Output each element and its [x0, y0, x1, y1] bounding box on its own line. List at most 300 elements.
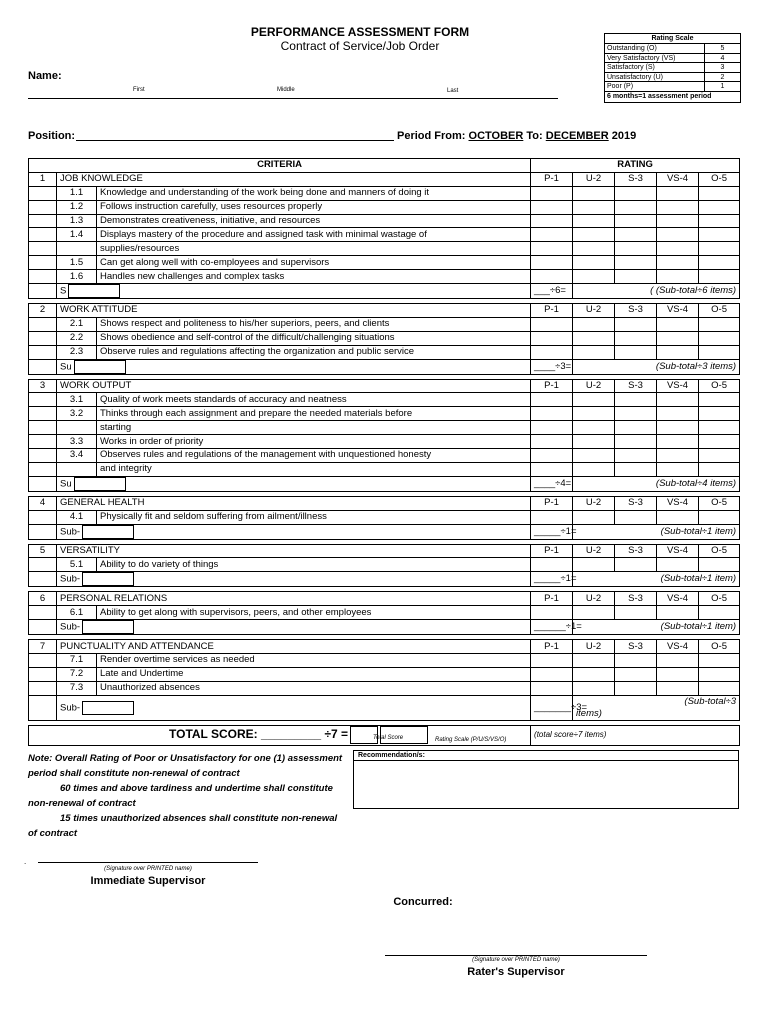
total-label: TOTAL SCORE: — [169, 727, 258, 742]
section-number: 5 — [29, 544, 57, 558]
criterion-number — [57, 421, 97, 435]
rating-cell[interactable] — [573, 242, 615, 256]
rating-cell[interactable] — [531, 317, 573, 331]
criterion-row — [29, 449, 740, 463]
row-blank — [29, 681, 57, 695]
section-number: 4 — [29, 496, 57, 510]
rating-cell[interactable] — [615, 186, 657, 200]
row-blank — [29, 345, 57, 359]
rating-cell[interactable] — [531, 214, 573, 228]
rating-cell[interactable] — [573, 393, 615, 407]
rating-cell[interactable] — [615, 421, 657, 435]
rating-scale-label: Unsatisfactory (U) — [605, 73, 705, 82]
rating-cell[interactable] — [699, 681, 740, 695]
rating-cell[interactable] — [615, 214, 657, 228]
row-blank — [29, 476, 57, 491]
rating-cell[interactable] — [657, 393, 699, 407]
rating-col-label: S-3 — [615, 544, 657, 558]
subtotal-note: (Sub-total÷1 item) — [660, 525, 737, 537]
rating-col-label: O-5 — [699, 640, 740, 654]
rating-cell[interactable] — [657, 449, 699, 463]
subtotal-row — [29, 620, 740, 635]
section-number: 6 — [29, 592, 57, 606]
criterion-number: 3.4 — [57, 449, 97, 463]
section-header-row — [29, 496, 740, 510]
subtotal-label: Sub- — [60, 702, 81, 714]
rating-cell[interactable] — [657, 667, 699, 681]
rating-cell[interactable] — [699, 317, 740, 331]
rating-cell[interactable] — [615, 270, 657, 284]
rating-cell[interactable] — [531, 256, 573, 270]
row-blank — [29, 270, 57, 284]
rating-cell[interactable] — [699, 407, 740, 421]
rating-col-label: VS-4 — [657, 496, 699, 510]
rating-cell[interactable] — [657, 345, 699, 359]
rating-cell[interactable] — [531, 681, 573, 695]
criterion-text: Shows respect and politeness to his/her superiors, peers, and clients — [97, 317, 531, 331]
subtotal-row — [29, 284, 740, 299]
row-blank — [29, 214, 57, 228]
section-title: GENERAL HEALTH — [57, 496, 531, 510]
rating-cell[interactable] — [573, 256, 615, 270]
rating-cell[interactable] — [657, 407, 699, 421]
rating-cell[interactable] — [615, 667, 657, 681]
row-blank — [29, 572, 57, 587]
rating-cell[interactable] — [699, 228, 740, 242]
rating-col-label: S-3 — [615, 640, 657, 654]
header-row — [29, 159, 740, 173]
rating-cell[interactable] — [699, 654, 740, 668]
rating-cell[interactable] — [615, 681, 657, 695]
row-blank — [29, 186, 57, 200]
criterion-number: 5.1 — [57, 558, 97, 572]
rating-cell[interactable] — [531, 558, 573, 572]
subtotal-label: Su — [60, 478, 72, 490]
total-score-caption: Total Score — [373, 735, 404, 741]
rating-cell[interactable] — [531, 510, 573, 524]
subtotal-row — [29, 572, 740, 587]
row-blank — [29, 228, 57, 242]
criterion-text: Observe rules and regulations affecting the organization and public service — [97, 345, 531, 359]
subtotal-cell — [57, 359, 531, 374]
rating-cell[interactable] — [699, 606, 740, 620]
rating-cell[interactable] — [657, 214, 699, 228]
rating-cell[interactable] — [615, 435, 657, 449]
section-title: JOB KNOWLEDGE — [57, 172, 531, 186]
criterion-number: 2.3 — [57, 345, 97, 359]
criterion-row — [29, 606, 740, 620]
rating-cell[interactable] — [531, 228, 573, 242]
rating-cell[interactable] — [657, 558, 699, 572]
criterion-row — [29, 345, 740, 359]
rating-scale-value: 2 — [720, 73, 725, 81]
rating-cell[interactable] — [615, 393, 657, 407]
rating-cell[interactable] — [657, 186, 699, 200]
rating-scale-title: Rating Scale — [605, 34, 740, 44]
section-header-row — [29, 379, 740, 393]
row-blank — [29, 359, 57, 374]
row-blank — [29, 524, 57, 539]
rating-cell[interactable] — [657, 462, 699, 476]
note-line-3: 15 times unauthorized absences shall constitute non-renewal of contract — [28, 813, 338, 839]
policy-note — [28, 751, 348, 841]
period-from-value: OCTOBER — [468, 130, 524, 142]
subtotal-note-continued: items) — [576, 707, 602, 719]
rating-header: RATING — [531, 159, 740, 173]
rating-cell[interactable] — [573, 421, 615, 435]
rating-cell[interactable] — [531, 186, 573, 200]
subtotal-input[interactable] — [82, 572, 134, 586]
rating-cell[interactable] — [531, 331, 573, 345]
subtotal-note-cell — [573, 572, 740, 587]
rating-cell[interactable] — [573, 558, 615, 572]
rating-col-label: P-1 — [531, 640, 573, 654]
rating-cell[interactable] — [615, 558, 657, 572]
rating-cell[interactable] — [615, 256, 657, 270]
note-line-2: 60 times and above tardiness and undertime shall constitute non-renewal of contract — [28, 783, 333, 809]
criterion-number: 2.2 — [57, 331, 97, 345]
subtotal-input[interactable] — [82, 525, 134, 539]
rating-scale-value: 5 — [720, 45, 725, 52]
rating-cell[interactable] — [531, 667, 573, 681]
rating-scale-label: Poor (P) — [605, 82, 705, 91]
rating-cell[interactable] — [615, 462, 657, 476]
rating-cell[interactable] — [657, 200, 699, 214]
subtotal-label: Sub- — [60, 573, 81, 585]
rating-cell[interactable] — [531, 200, 573, 214]
position-label: Position: — [28, 130, 76, 142]
recommendation-box[interactable] — [353, 750, 739, 809]
rating-col-label: P-1 — [531, 304, 573, 318]
rating-col-label: VS-4 — [657, 379, 699, 393]
rating-col-label: U-2 — [573, 592, 615, 606]
rating-cell[interactable] — [573, 681, 615, 695]
criterion-number: 6.1 — [57, 606, 97, 620]
subtotal-row — [29, 524, 740, 539]
rating-cell[interactable] — [699, 462, 740, 476]
rating-cell[interactable] — [699, 449, 740, 463]
subtotal-input[interactable] — [74, 360, 126, 374]
rating-cell[interactable] — [531, 654, 573, 668]
criterion-row — [29, 200, 740, 214]
name-first-caption: First — [133, 87, 145, 93]
criterion-text: Late and Undertime — [97, 667, 531, 681]
row-blank — [29, 256, 57, 270]
row-blank — [29, 449, 57, 463]
rating-col-label: VS-4 — [657, 304, 699, 318]
subtotal-row — [29, 476, 740, 491]
criterion-row — [29, 510, 740, 524]
criterion-text: Demonstrates creativeness, initiative, and resources — [97, 214, 531, 228]
rating-cell[interactable] — [699, 510, 740, 524]
rating-cell[interactable] — [615, 654, 657, 668]
criterion-number: 7.3 — [57, 681, 97, 695]
section-title: WORK ATTITUDE — [57, 304, 531, 318]
rating-col-label: P-1 — [531, 496, 573, 510]
rating-cell[interactable] — [615, 510, 657, 524]
rating-cell[interactable] — [531, 606, 573, 620]
rating-col-label: U-2 — [573, 172, 615, 186]
criterion-text: Thinks through each assignment and prepare the needed materials before — [97, 407, 531, 421]
rating-scale-row — [605, 63, 740, 73]
rating-cell[interactable] — [573, 667, 615, 681]
rater-signature-line[interactable] — [385, 955, 647, 956]
criterion-text: and integrity — [97, 462, 531, 476]
subtotal-formula: _______÷3= — [531, 695, 573, 720]
rating-scale-value: 3 — [720, 64, 725, 72]
row-blank — [29, 284, 57, 299]
subtotal-formula: ___÷6= — [531, 284, 573, 299]
period-to-label: To: — [526, 130, 543, 142]
criterion-row — [29, 558, 740, 572]
rating-cell[interactable] — [615, 449, 657, 463]
subtotal-input[interactable] — [82, 620, 134, 634]
name-label: Name: — [28, 70, 62, 82]
subtotal-note-cell — [573, 359, 740, 374]
rating-scale-label: Very Satisfactory (VS) — [605, 54, 705, 63]
rating-cell[interactable] — [699, 186, 740, 200]
rating-cell[interactable] — [699, 214, 740, 228]
criterion-number: 1.2 — [57, 200, 97, 214]
rating-cell[interactable] — [573, 449, 615, 463]
section-header-row — [29, 544, 740, 558]
rating-cell[interactable] — [657, 510, 699, 524]
subtotal-note: (Sub-total÷3 — [684, 695, 737, 707]
total-blank[interactable]: _________ — [261, 727, 322, 742]
rating-cell[interactable] — [699, 256, 740, 270]
rating-cell[interactable] — [531, 270, 573, 284]
row-blank — [29, 317, 57, 331]
subtotal-label: Sub- — [60, 526, 81, 538]
subtotal-row — [29, 359, 740, 374]
rating-scale-caption: Rating Scale (P/U/S/VS/O) — [435, 737, 507, 743]
rating-scale-value: 4 — [720, 54, 725, 62]
form-subtitle: Contract of Service/Job Order — [280, 39, 440, 53]
rating-col-label: U-2 — [573, 304, 615, 318]
rating-cell[interactable] — [657, 654, 699, 668]
rating-cell[interactable] — [531, 407, 573, 421]
rating-cell[interactable] — [573, 331, 615, 345]
row-blank — [29, 331, 57, 345]
position-input-line[interactable] — [76, 140, 394, 141]
rating-cell[interactable] — [573, 186, 615, 200]
criterion-text: supplies/resources — [97, 242, 531, 256]
rating-cell[interactable] — [573, 214, 615, 228]
rating-scale-box — [604, 33, 741, 103]
row-blank — [29, 407, 57, 421]
criterion-number: 3.1 — [57, 393, 97, 407]
rating-cell[interactable] — [699, 270, 740, 284]
row-blank — [29, 667, 57, 681]
criterion-number: 1.4 — [57, 228, 97, 242]
rating-cell[interactable] — [615, 345, 657, 359]
row-blank — [29, 393, 57, 407]
rating-cell[interactable] — [657, 681, 699, 695]
section-title: VERSATILITY — [57, 544, 531, 558]
row-blank — [29, 421, 57, 435]
rating-col-label: VS-4 — [657, 172, 699, 186]
criterion-text: starting — [97, 421, 531, 435]
subtotal-note-cell — [573, 524, 740, 539]
rating-cell[interactable] — [657, 256, 699, 270]
subtotal-formula: _____÷1= — [531, 572, 573, 587]
rating-cell[interactable] — [531, 421, 573, 435]
subtotal-cell — [57, 620, 531, 635]
raters-supervisor-label: Rater's Supervisor — [467, 966, 565, 978]
rating-cell[interactable] — [657, 242, 699, 256]
criterion-text: Ability to do variety of things — [97, 558, 531, 572]
subtotal-input[interactable] — [82, 701, 134, 715]
subtotal-note: (Sub-total÷1 item) — [660, 621, 737, 633]
criterion-row — [29, 242, 740, 256]
rating-cell[interactable] — [657, 228, 699, 242]
criterion-row — [29, 435, 740, 449]
subtotal-label: S — [60, 285, 67, 297]
period-to-value: DECEMBER — [545, 130, 609, 142]
rating-cell[interactable] — [573, 270, 615, 284]
rating-cell[interactable] — [531, 449, 573, 463]
subtotal-input[interactable] — [74, 477, 126, 491]
rating-cell[interactable] — [573, 435, 615, 449]
subtotal-formula: ______÷1= — [531, 620, 573, 635]
section-number: 3 — [29, 379, 57, 393]
rating-cell[interactable] — [531, 242, 573, 256]
row-blank — [29, 695, 57, 720]
row-blank — [29, 435, 57, 449]
period-year: 2019 — [611, 130, 637, 142]
subtotal-input[interactable] — [68, 284, 120, 298]
section-header-row — [29, 640, 740, 654]
rating-cell[interactable] — [699, 242, 740, 256]
subtotal-note: ( (Sub-total÷6 items) — [650, 285, 737, 297]
rating-col-label: S-3 — [615, 172, 657, 186]
rating-cell[interactable] — [573, 606, 615, 620]
rating-col-label: S-3 — [615, 379, 657, 393]
criterion-text: Displays mastery of the procedure and assigned task with minimal wastage of — [97, 228, 531, 242]
row-blank — [29, 558, 57, 572]
section-number: 7 — [29, 640, 57, 654]
rating-cell[interactable] — [573, 462, 615, 476]
rating-cell[interactable] — [615, 606, 657, 620]
rating-cell[interactable] — [615, 331, 657, 345]
rating-cell[interactable] — [615, 242, 657, 256]
section-header-row — [29, 592, 740, 606]
supervisor-signature-caption: (Signature over PRINTED name) — [104, 866, 192, 872]
rating-cell[interactable] — [657, 421, 699, 435]
subtotal-note: (Sub-total÷1 item) — [660, 573, 737, 585]
rating-cell[interactable] — [657, 435, 699, 449]
criterion-row — [29, 407, 740, 421]
criterion-number: 1.6 — [57, 270, 97, 284]
rating-cell[interactable] — [531, 393, 573, 407]
rating-cell[interactable] — [615, 228, 657, 242]
name-last-caption: Last — [447, 88, 459, 94]
rating-col-label: U-2 — [573, 640, 615, 654]
criterion-number: 7.2 — [57, 667, 97, 681]
section-title: WORK OUTPUT — [57, 379, 531, 393]
rating-cell[interactable] — [615, 317, 657, 331]
rating-cell[interactable] — [573, 200, 615, 214]
criterion-number — [57, 242, 97, 256]
supervisor-signature-line[interactable] — [38, 862, 258, 863]
criterion-text: Follows instruction carefully, uses resources properly — [97, 200, 531, 214]
rating-col-label: VS-4 — [657, 592, 699, 606]
rating-cell[interactable] — [699, 200, 740, 214]
rating-cell[interactable] — [657, 270, 699, 284]
rating-cell[interactable] — [699, 345, 740, 359]
rating-scale-label: Outstanding (O) — [605, 44, 705, 53]
rating-cell[interactable] — [531, 462, 573, 476]
rating-cell[interactable] — [573, 228, 615, 242]
name-input-line[interactable] — [28, 98, 558, 99]
subtotal-cell — [57, 284, 531, 299]
rating-cell[interactable] — [699, 435, 740, 449]
rater-signature-caption: (Signature over PRINTED name) — [472, 957, 560, 963]
rating-cell[interactable] — [573, 654, 615, 668]
rating-cell[interactable] — [699, 421, 740, 435]
rating-cell[interactable] — [573, 510, 615, 524]
rating-cell[interactable] — [657, 331, 699, 345]
criterion-row — [29, 654, 740, 668]
criterion-text: Physically fit and seldom suffering from ailment/illness — [97, 510, 531, 524]
criterion-number: 3.3 — [57, 435, 97, 449]
criterion-text: Unauthorized absences — [97, 681, 531, 695]
rating-cell[interactable] — [531, 435, 573, 449]
rating-col-label: P-1 — [531, 544, 573, 558]
name-middle-caption: Middle — [277, 87, 295, 93]
recommendation-label: Recommendation/s: — [354, 751, 738, 761]
criterion-text: Works in order of priority — [97, 435, 531, 449]
criterion-number: 2.1 — [57, 317, 97, 331]
criterion-text: Quality of work meets standards of accuracy and neatness — [97, 393, 531, 407]
rating-col-label: O-5 — [699, 592, 740, 606]
period-from-label: Period From: — [397, 130, 466, 142]
rating-cell[interactable] — [573, 317, 615, 331]
criterion-number: 1.1 — [57, 186, 97, 200]
rating-col-label: S-3 — [615, 592, 657, 606]
rating-cell[interactable] — [699, 667, 740, 681]
rating-scale-row — [605, 73, 740, 83]
rating-cell[interactable] — [615, 200, 657, 214]
rating-cell[interactable] — [699, 393, 740, 407]
section-header-row — [29, 172, 740, 186]
criterion-text: Can get along well with co-employees and supervisors — [97, 256, 531, 270]
subtotal-row — [29, 695, 740, 720]
rating-col-label: O-5 — [699, 544, 740, 558]
rating-cell[interactable] — [573, 407, 615, 421]
assessment-table — [28, 158, 740, 746]
rating-cell[interactable] — [699, 558, 740, 572]
rating-cell[interactable] — [657, 317, 699, 331]
rating-cell[interactable] — [573, 345, 615, 359]
rating-scale-row — [605, 54, 740, 64]
criterion-row — [29, 331, 740, 345]
criterion-text: Shows obedience and self-control of the difficult/challenging situations — [97, 331, 531, 345]
rating-cell[interactable] — [657, 606, 699, 620]
subtotal-label: Sub- — [60, 621, 81, 633]
rating-cell[interactable] — [699, 331, 740, 345]
rating-col-label: U-2 — [573, 379, 615, 393]
rating-cell[interactable] — [531, 345, 573, 359]
section-header-row — [29, 304, 740, 318]
criterion-number: 1.3 — [57, 214, 97, 228]
form-title: PERFORMANCE ASSESSMENT FORM — [250, 25, 470, 39]
criterion-text: Ability to get along with supervisors, peers, and other employees — [97, 606, 531, 620]
criterion-row — [29, 186, 740, 200]
rating-cell[interactable] — [615, 407, 657, 421]
criterion-number: 1.5 — [57, 256, 97, 270]
criterion-text: Handles new challenges and complex tasks — [97, 270, 531, 284]
